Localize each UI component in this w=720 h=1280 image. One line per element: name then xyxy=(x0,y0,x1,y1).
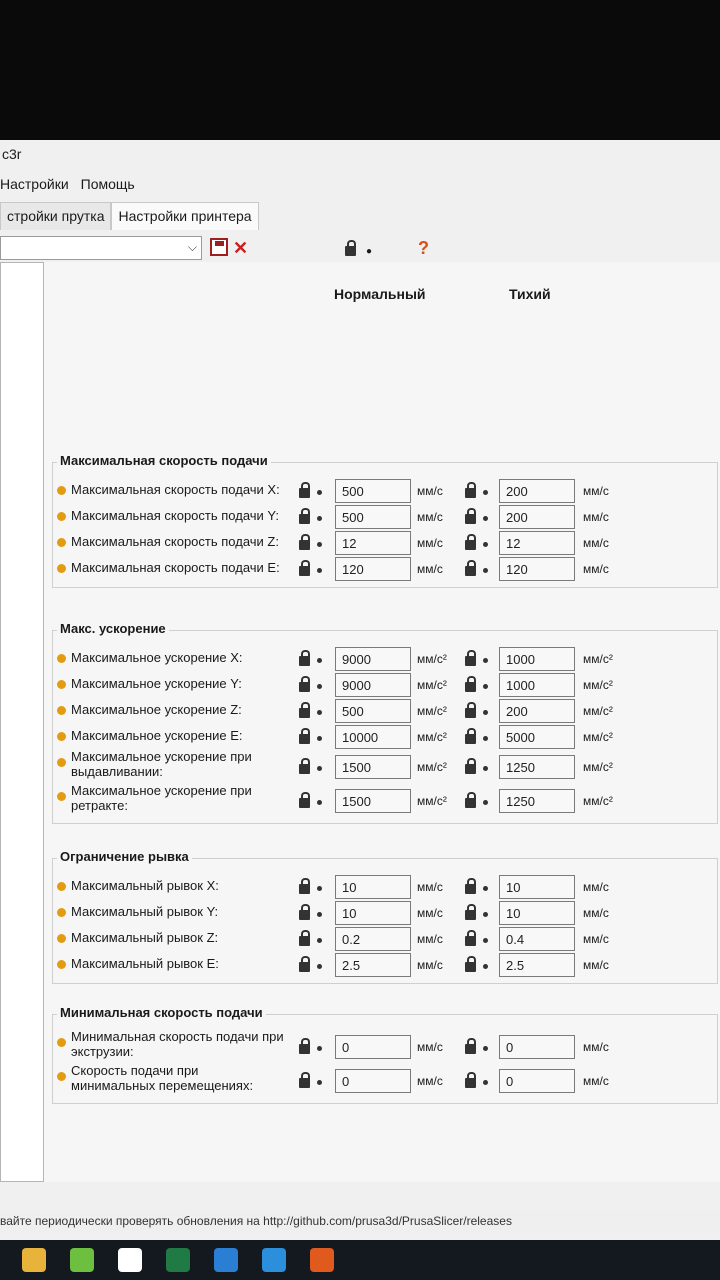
help-icon[interactable]: ? xyxy=(418,238,429,258)
lock-icon[interactable] xyxy=(299,1044,310,1054)
unit-label: мм/с² xyxy=(417,794,447,808)
setting-label: Максимальное ускорение E: xyxy=(71,728,243,743)
dot-icon[interactable] xyxy=(317,912,322,917)
unit-label: мм/с xyxy=(583,880,609,894)
lock-icon[interactable] xyxy=(465,514,476,524)
dot-icon[interactable] xyxy=(317,684,322,689)
normal-value-input[interactable] xyxy=(335,1069,411,1093)
tab-filament-settings[interactable]: стройки прутка xyxy=(0,202,111,230)
unit-label: мм/с² xyxy=(417,760,447,774)
setting-row xyxy=(53,645,719,673)
normal-value-input[interactable] xyxy=(335,953,411,977)
silent-value-input[interactable] xyxy=(499,875,575,899)
lock-icon[interactable] xyxy=(465,682,476,692)
dot-icon[interactable] xyxy=(317,1046,322,1051)
unit-label: мм/с xyxy=(417,536,443,550)
lock-icon[interactable] xyxy=(465,798,476,808)
group-title: Макс. ускорение xyxy=(57,621,169,636)
lock-icon[interactable] xyxy=(299,682,310,692)
unit-label: мм/с xyxy=(583,1040,609,1054)
group-title: Максимальная скорость подачи xyxy=(57,453,271,468)
normal-value-input[interactable] xyxy=(335,505,411,529)
silent-value-input[interactable] xyxy=(499,725,575,749)
lock-icon[interactable] xyxy=(299,936,310,946)
unit-label: мм/с xyxy=(417,880,443,894)
setting-label: Максимальный рывок X: xyxy=(71,878,219,893)
silent-value-input[interactable] xyxy=(499,557,575,581)
unit-label: мм/с² xyxy=(583,730,613,744)
utorrent-icon[interactable] xyxy=(70,1248,94,1272)
setting-row xyxy=(53,671,719,699)
unit-label: мм/с xyxy=(417,484,443,498)
excel-icon[interactable] xyxy=(166,1248,190,1272)
normal-value-input[interactable] xyxy=(335,531,411,555)
prusaslicer-icon[interactable] xyxy=(310,1248,334,1272)
lock-icon[interactable] xyxy=(299,884,310,894)
prusaslicer-window xyxy=(0,140,720,1240)
silent-value-input[interactable] xyxy=(499,789,575,813)
setting-label: Максимальная скорость подачи X: xyxy=(71,482,280,497)
ccleaner-icon[interactable] xyxy=(214,1248,238,1272)
setting-row xyxy=(53,697,719,725)
normal-value-input[interactable] xyxy=(335,901,411,925)
status-bullet-icon xyxy=(57,934,66,943)
window-title: c3r xyxy=(2,146,22,162)
monitor-bezel xyxy=(0,0,720,140)
normal-value-input[interactable] xyxy=(335,1035,411,1059)
dot-icon[interactable] xyxy=(483,886,488,891)
setting-label: Максимальное ускорение Z: xyxy=(71,702,242,717)
setting-row xyxy=(53,477,719,505)
group-jerk-limits xyxy=(52,849,718,984)
lock-icon[interactable] xyxy=(299,566,310,576)
silent-value-input[interactable] xyxy=(499,479,575,503)
dot-icon[interactable] xyxy=(317,710,322,715)
lock-icon[interactable] xyxy=(465,708,476,718)
unit-label: мм/с xyxy=(583,510,609,524)
normal-value-input[interactable] xyxy=(335,647,411,671)
unit-label: мм/с² xyxy=(583,794,613,808)
lock-icon[interactable] xyxy=(299,708,310,718)
normal-value-input[interactable] xyxy=(335,557,411,581)
setting-row xyxy=(53,529,719,557)
setting-label: Максимальное ускорение X: xyxy=(71,650,243,665)
group-title: Минимальная скорость подачи xyxy=(57,1005,266,1020)
normal-value-input[interactable] xyxy=(335,875,411,899)
dot-icon[interactable] xyxy=(317,542,322,547)
yandex-browser-icon[interactable] xyxy=(118,1248,142,1272)
silent-value-input[interactable] xyxy=(499,901,575,925)
dot-icon[interactable] xyxy=(317,736,322,741)
status-bullet-icon xyxy=(57,882,66,891)
status-bullet-icon xyxy=(57,960,66,969)
lock-icon[interactable] xyxy=(299,798,310,808)
unit-label: мм/с² xyxy=(583,704,613,718)
dot-icon[interactable] xyxy=(483,766,488,771)
silent-value-input[interactable] xyxy=(499,531,575,555)
lock-icon[interactable] xyxy=(299,764,310,774)
dot-icon[interactable] xyxy=(317,568,322,573)
unit-label: мм/с² xyxy=(583,760,613,774)
lock-icon[interactable] xyxy=(465,566,476,576)
unit-label: мм/с² xyxy=(417,730,447,744)
unit-label: мм/с xyxy=(417,1074,443,1088)
normal-value-input[interactable] xyxy=(335,699,411,723)
silent-value-input[interactable] xyxy=(499,927,575,951)
status-bullet-icon xyxy=(57,564,66,573)
unit-label: мм/с xyxy=(583,932,609,946)
dot-icon[interactable] xyxy=(483,658,488,663)
printer-pages-sidebar[interactable] xyxy=(0,262,44,1182)
setting-row xyxy=(53,873,719,901)
status-bar: вайте периодически проверять обновления на http://github.com/prusa3d/PrusaSlicer/releases xyxy=(0,1210,720,1232)
unit-label: мм/с xyxy=(583,484,609,498)
lock-icon[interactable] xyxy=(465,962,476,972)
file-explorer-icon[interactable] xyxy=(22,1248,46,1272)
setting-row xyxy=(53,555,719,583)
tab-bar xyxy=(0,202,259,230)
lock-icon[interactable] xyxy=(299,488,310,498)
unit-label: мм/с xyxy=(417,510,443,524)
normal-value-input[interactable] xyxy=(335,479,411,503)
preset-dropdown[interactable] xyxy=(0,236,202,260)
setting-label: Максимальная скорость подачи E: xyxy=(71,560,280,575)
silent-value-input[interactable] xyxy=(499,755,575,779)
setting-row xyxy=(53,951,719,979)
menu-help[interactable]: Помощь xyxy=(80,176,135,192)
silent-value-input[interactable] xyxy=(499,953,575,977)
setting-label: Минимальная скорость подачи при экструзии: xyxy=(71,1029,284,1059)
dot-icon[interactable] xyxy=(317,938,322,943)
group-min-feedrate xyxy=(52,1005,718,1104)
lock-icon[interactable] xyxy=(465,488,476,498)
setting-label: Максимальное ускорение при ретракте: xyxy=(71,783,252,813)
dot-icon[interactable] xyxy=(317,490,322,495)
lock-icon[interactable] xyxy=(465,1044,476,1054)
dot-icon[interactable] xyxy=(483,684,488,689)
silent-value-input[interactable] xyxy=(499,1035,575,1059)
tab-printer-settings[interactable]: Настройки принтера xyxy=(111,202,258,230)
status-bullet-icon xyxy=(57,758,66,767)
unit-label: мм/с xyxy=(583,562,609,576)
status-bullet-icon xyxy=(57,654,66,663)
lock-icon[interactable] xyxy=(299,1078,310,1088)
dot-icon[interactable] xyxy=(483,490,488,495)
setting-label: Максимальный рывок Y: xyxy=(71,904,219,919)
setting-row xyxy=(53,723,719,751)
dot-icon[interactable] xyxy=(317,800,322,805)
unit-label: мм/с xyxy=(417,1040,443,1054)
unit-label: мм/с xyxy=(583,958,609,972)
dot-icon[interactable] xyxy=(483,964,488,969)
lock-icon[interactable] xyxy=(299,514,310,524)
status-bullet-icon xyxy=(57,538,66,547)
menu-settings[interactable]: Настройки xyxy=(0,176,69,192)
status-bullet-icon xyxy=(57,486,66,495)
lock-icon[interactable] xyxy=(299,656,310,666)
status-bullet-icon xyxy=(57,680,66,689)
silent-value-input[interactable] xyxy=(499,699,575,723)
dot-icon[interactable] xyxy=(483,938,488,943)
group-title: Ограничение рывка xyxy=(57,849,192,864)
setting-label: Максимальный рывок E: xyxy=(71,956,219,971)
unit-label: мм/с xyxy=(417,562,443,576)
dot-icon[interactable]: ● xyxy=(366,246,373,257)
status-bullet-icon xyxy=(57,1038,66,1047)
normal-value-input[interactable] xyxy=(335,755,411,779)
unit-label: мм/с² xyxy=(417,652,447,666)
status-bullet-icon xyxy=(57,512,66,521)
normal-value-input[interactable] xyxy=(335,927,411,951)
silent-value-input[interactable] xyxy=(499,1069,575,1093)
column-header-silent: Тихий xyxy=(509,286,551,302)
lock-icon[interactable] xyxy=(465,540,476,550)
lock-icon[interactable] xyxy=(299,962,310,972)
unit-label: мм/с² xyxy=(583,678,613,692)
lock-icon[interactable] xyxy=(465,764,476,774)
group-max-feedrate xyxy=(52,453,718,588)
machine-limits-page xyxy=(44,262,720,1182)
lock-icon[interactable] xyxy=(465,1078,476,1088)
normal-value-input[interactable] xyxy=(335,673,411,697)
setting-row xyxy=(53,899,719,927)
lock-icon[interactable] xyxy=(465,884,476,894)
dot-icon[interactable] xyxy=(317,516,322,521)
lock-icon[interactable] xyxy=(299,910,310,920)
setting-label: Максимальное ускорение Y: xyxy=(71,676,242,691)
unit-label: мм/с xyxy=(583,1074,609,1088)
normal-value-input[interactable] xyxy=(335,725,411,749)
delete-preset-icon[interactable]: ✕ xyxy=(233,238,249,258)
dot-icon[interactable] xyxy=(483,1080,488,1085)
unit-label: мм/с xyxy=(583,536,609,550)
setting-label: Максимальная скорость подачи Y: xyxy=(71,508,279,523)
vscode-icon[interactable] xyxy=(262,1248,286,1272)
lock-icon[interactable] xyxy=(465,910,476,920)
lock-icon[interactable] xyxy=(344,238,358,258)
dot-icon[interactable] xyxy=(317,1080,322,1085)
setting-row xyxy=(53,749,719,781)
status-bullet-icon xyxy=(57,732,66,741)
group-max-acceleration xyxy=(52,621,718,824)
dot-icon[interactable] xyxy=(317,964,322,969)
dot-icon[interactable] xyxy=(483,542,488,547)
dot-icon[interactable] xyxy=(483,736,488,741)
lock-icon[interactable] xyxy=(299,734,310,744)
menu-bar xyxy=(0,174,135,198)
unit-label: мм/с² xyxy=(417,678,447,692)
save-preset-icon[interactable] xyxy=(210,238,228,256)
unit-label: мм/с xyxy=(417,932,443,946)
dot-icon[interactable] xyxy=(483,516,488,521)
dot-icon[interactable] xyxy=(317,658,322,663)
lock-icon[interactable] xyxy=(299,540,310,550)
unit-label: мм/с² xyxy=(417,704,447,718)
dot-icon[interactable] xyxy=(483,568,488,573)
dot-icon[interactable] xyxy=(483,1046,488,1051)
setting-row xyxy=(53,783,719,815)
status-bullet-icon xyxy=(57,1072,66,1081)
dot-icon[interactable] xyxy=(317,886,322,891)
status-bullet-icon xyxy=(57,706,66,715)
dot-icon[interactable] xyxy=(483,710,488,715)
setting-label: Максимальная скорость подачи Z: xyxy=(71,534,279,549)
windows-taskbar xyxy=(0,1240,720,1280)
silent-value-input[interactable] xyxy=(499,673,575,697)
setting-row xyxy=(53,1029,719,1061)
lock-icon[interactable] xyxy=(465,936,476,946)
unit-label: мм/с xyxy=(417,958,443,972)
silent-value-input[interactable] xyxy=(499,505,575,529)
unit-label: мм/с xyxy=(417,906,443,920)
setting-row xyxy=(53,925,719,953)
setting-label: Скорость подачи при минимальных перемещениях: xyxy=(71,1063,254,1093)
unit-label: мм/с xyxy=(583,906,609,920)
lock-icon[interactable] xyxy=(465,734,476,744)
setting-label: Максимальный рывок Z: xyxy=(71,930,219,945)
column-header-normal: Нормальный xyxy=(334,286,426,302)
lock-icon[interactable] xyxy=(465,656,476,666)
normal-value-input[interactable] xyxy=(335,789,411,813)
setting-row xyxy=(53,1063,719,1095)
chevron-down-icon: ⌵ xyxy=(187,240,197,254)
setting-row xyxy=(53,503,719,531)
status-bullet-icon xyxy=(57,908,66,917)
setting-label: Максимальное ускорение при выдавливании: xyxy=(71,749,252,779)
dot-icon[interactable] xyxy=(483,912,488,917)
dot-icon[interactable] xyxy=(483,800,488,805)
unit-label: мм/с² xyxy=(583,652,613,666)
dot-icon[interactable] xyxy=(317,766,322,771)
silent-value-input[interactable] xyxy=(499,647,575,671)
status-bullet-icon xyxy=(57,792,66,801)
